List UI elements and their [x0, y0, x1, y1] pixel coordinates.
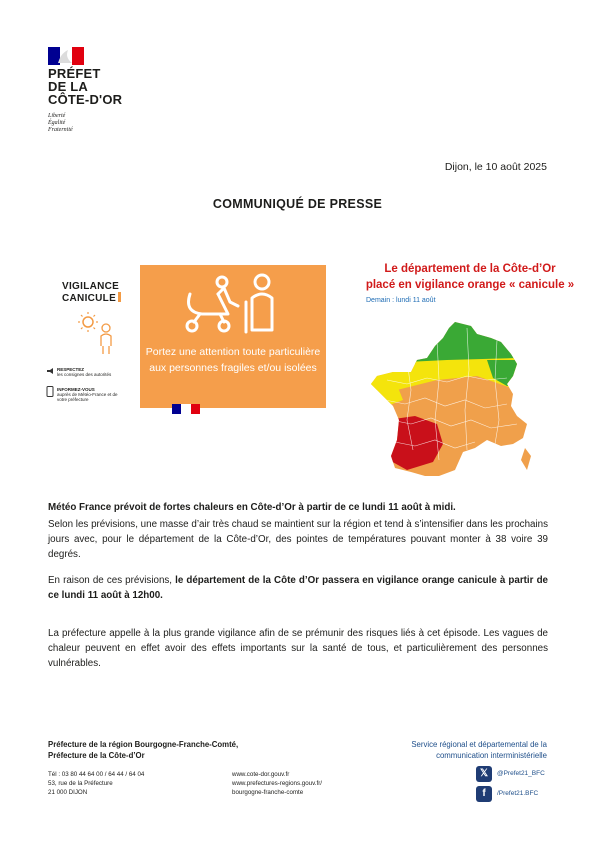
vigilance-line-2: CANICULE	[62, 293, 117, 304]
prefet-line-1: PRÉFET	[48, 66, 101, 81]
footer-org-line-1: Préfecture de la région Bourgogne-Franche-Comté,	[48, 740, 239, 749]
vigilance-message: Portez une attention toute particulière aux personnes fragiles et/ou isolées	[145, 346, 321, 374]
page-title: COMMUNIQUÉ DE PRESSE	[212, 197, 383, 211]
footer-web-link-2[interactable]: www.prefectures-regions.gouv.fr/	[232, 780, 322, 787]
map-title-line-2: placé en vigilance orange « canicule »	[365, 279, 575, 291]
footer-service-line-2: communication interministérielle	[436, 751, 547, 760]
republic-motto	[48, 113, 73, 134]
footer-address	[48, 770, 144, 797]
motto-liberte: Liberté	[48, 113, 66, 119]
legend-respectez-text: les consignes des autorités	[57, 372, 112, 377]
footer-phone: Tél : 03 80 44 64 00 / 64 44 / 64 04	[48, 771, 145, 778]
footer-web-link-1[interactable]: www.cote-dor.gouv.fr	[232, 771, 290, 778]
small-marianne-icon	[172, 404, 200, 414]
facebook-handle[interactable]: /Prefet21.BFC	[497, 790, 539, 797]
paragraph-1: Selon les prévisions, une masse d’air très chaud se maintient sur la région et tend à s’intensifier dans les prochains jours avec, pour le département de la Côte-d’Or, des pointes de températures pouvant monter à 38 voire 39 degrés.	[48, 519, 548, 560]
corsica	[521, 448, 531, 470]
footer-organization	[48, 739, 238, 761]
prefet-line-3: CÔTE-D'OR	[48, 92, 123, 107]
twitter-icon[interactable]: 𝕏	[476, 766, 492, 782]
map-subtitle: Demain : lundi 11 août	[366, 297, 436, 304]
footer-city: 21 000 DIJON	[48, 789, 88, 796]
map-title-line-1: Le département de la Côte-d’Or	[384, 263, 556, 275]
prefet-line-2: DE LA	[48, 79, 88, 94]
sun-person-icon	[78, 310, 118, 360]
vigilance-heading	[62, 281, 121, 304]
footer-service-line-1: Service régional et départemental de la	[411, 740, 547, 749]
map-title	[345, 261, 595, 293]
motto-fraternite: Fraternité	[48, 127, 73, 133]
facebook-icon[interactable]: f	[476, 786, 492, 802]
paragraph-2	[48, 573, 548, 603]
footer-street: 53, rue de la Préfecture	[48, 780, 113, 787]
document-date: Dijon, le 10 août 2025	[444, 161, 547, 173]
france-vigilance-map	[367, 320, 547, 482]
footer-service	[347, 739, 547, 761]
megaphone-icon	[46, 367, 54, 375]
legend-informez	[57, 387, 127, 402]
vigilance-line-1: VIGILANCE	[62, 281, 120, 292]
phone-icon	[46, 386, 54, 397]
legend-informez-text: auprès de Météo-France et de votre préfecture	[57, 392, 118, 402]
legend-respectez-title: RESPECTEZ	[57, 367, 85, 372]
twitter-handle[interactable]: @Prefet21_BFC	[497, 770, 545, 777]
accent-bar	[118, 292, 121, 302]
lead-paragraph: Météo France prévoit de fortes chaleurs en Côte-d’Or à partir de ce lundi 11 août à midi.	[48, 502, 456, 513]
marianne-logo-icon	[48, 47, 84, 65]
legend-informez-title: INFORMEZ-VOUS	[57, 387, 95, 392]
footer-org-line-2: Préfecture de la Côte-d’Or	[48, 751, 145, 760]
legend-respectez	[57, 367, 111, 377]
prefet-title	[48, 67, 122, 106]
footer-web-link-3[interactable]: bourgogne-franche-comte	[232, 789, 304, 796]
paragraph-2-start: En raison de ces prévisions,	[48, 575, 176, 586]
motto-egalite: Égalité	[48, 120, 66, 126]
paragraph-2-bold: le département de la Côte d’Or passera en vigilance orange canicule à partir de ce lundi 11 août à 12h00.	[48, 575, 548, 601]
footer-websites	[232, 770, 322, 797]
stroller-elderly-icon	[180, 272, 280, 336]
paragraph-3: La préfecture appelle à la plus grande vigilance afin de se prémunir des risques liés à cet épisode. Les vagues de chaleur peuvent en effet avoir des effets importants sur la santé de tous, et particulièrement des personnes vulnérables.	[48, 628, 548, 669]
